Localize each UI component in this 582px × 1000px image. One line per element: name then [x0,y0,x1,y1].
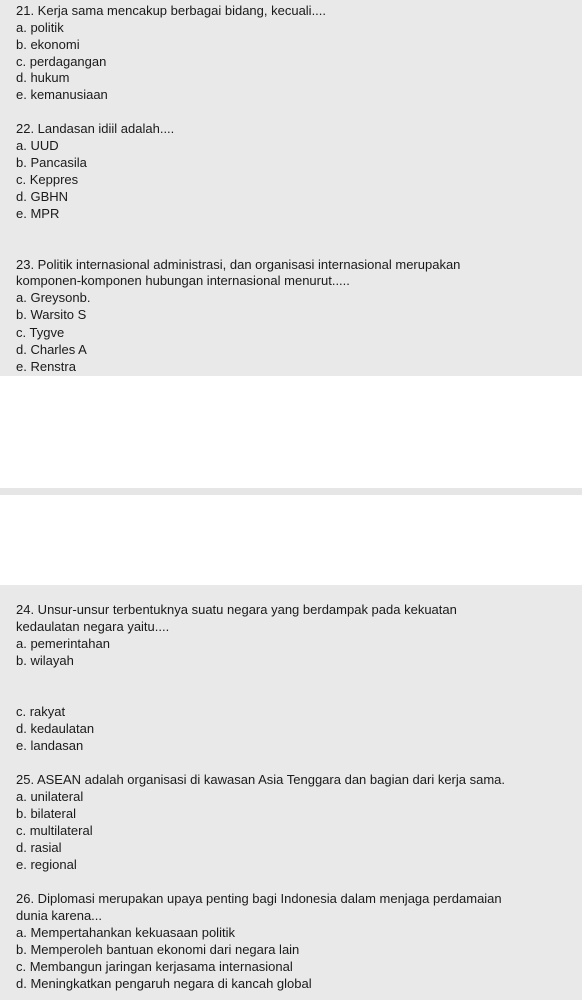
option-21-b: b. ekonomi [16,37,80,52]
option-24-e: e. landasan [16,738,84,753]
option-25-b: b. bilateral [16,806,76,821]
option-23-e: e. Renstra [16,359,76,374]
question-23-line1: 23. Politik internasional administrasi, dan organisasi internasional merupakan [16,257,461,272]
option-24-c: c. rakyat [16,704,66,719]
option-21-a: a. politik [16,20,64,35]
option-25-c: c. multilateral [16,823,93,838]
option-22-a: a. UUD [16,138,59,153]
option-23-b: b. Warsito S [16,307,87,322]
question-24-line2: kedaulatan negara yaitu.... [16,619,170,634]
question-26-line2: dunia karena... [16,908,103,923]
question-21: 21. Kerja sama mencakup berbagai bidang, kecuali.... [16,3,327,18]
option-24-a: a. pemerintahan [16,636,110,651]
page-one-panel [0,0,582,376]
page-two-panel [0,585,582,1000]
option-21-e: e. kemanusiaan [16,87,108,102]
option-25-d: d. rasial [16,840,62,855]
question-22: 22. Landasan idiil adalah.... [16,121,175,136]
option-21-c: c. perdagangan [16,54,107,69]
question-25: 25. ASEAN adalah organisasi di kawasan Asia Tenggara dan bagian dari kerja sama. [16,772,506,787]
option-23-a: a. Greysonb. [16,290,91,305]
option-24-d: d. kedaulatan [16,721,95,736]
option-26-a: a. Mempertahankan kekuasaan politik [16,925,235,940]
question-26-line1: 26. Diplomasi merupakan upaya penting bagi Indonesia dalam menjaga perdamaian [16,891,502,906]
option-22-d: d. GBHN [16,189,69,204]
option-22-e: e. MPR [16,206,60,221]
option-24-b: b. wilayah [16,653,74,668]
option-21-d: d. hukum [16,70,70,85]
option-25-a: a. unilateral [16,789,84,804]
option-25-e: e. regional [16,857,77,872]
option-23-d: d. Charles A [16,342,87,357]
option-22-b: b. Pancasila [16,155,87,170]
option-26-c: c. Membangun jaringan kerjasama internasional [16,959,293,974]
option-26-d: d. Meningkatkan pengaruh negara di kancah global [16,976,312,991]
question-23-line2: komponen-komponen hubungan internasional menurut..... [16,273,350,288]
option-23-c: c. Tygve [16,325,65,340]
page-divider [0,488,582,495]
option-22-c: c. Keppres [16,172,79,187]
question-24-line1: 24. Unsur-unsur terbentuknya suatu negara yang berdampak pada kekuatan [16,602,457,617]
option-26-b: b. Memperoleh bantuan ekonomi dari negara lain [16,942,300,957]
